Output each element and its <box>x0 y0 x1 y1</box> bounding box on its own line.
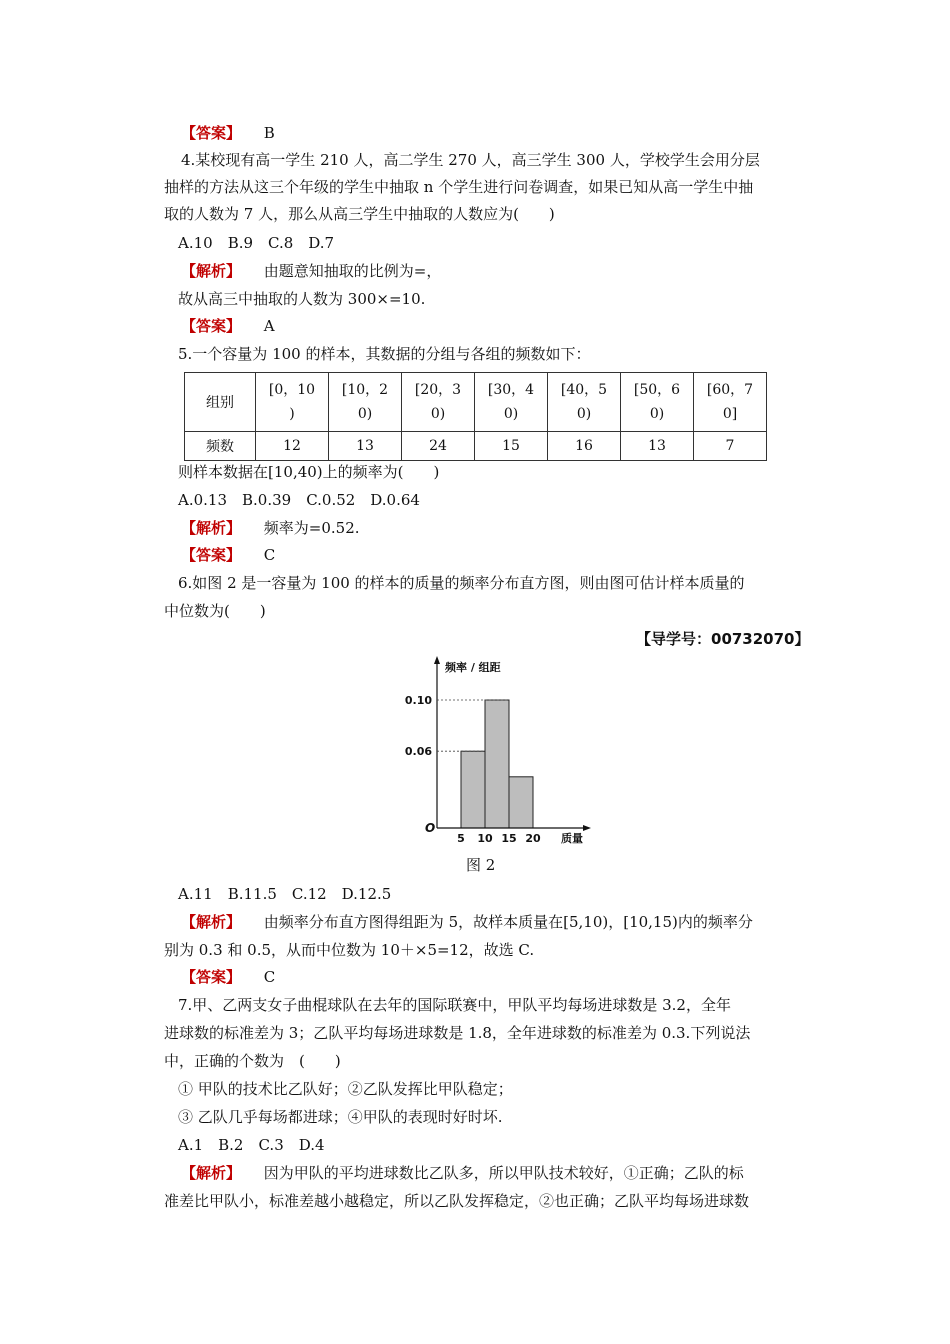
answer-value: C <box>263 546 276 564</box>
q4-analysis-2: 故从高三中抽取的人数为 300×=10. <box>178 290 426 308</box>
x-axis-label: 质量 <box>561 832 583 845</box>
q5-text-2: 则样本数据在[10,40)上的频率为( ) <box>178 463 440 481</box>
table-cell: 13 <box>621 432 694 461</box>
answer-line-q5 <box>181 545 275 565</box>
answer-tag: 【答案】 <box>181 968 242 986</box>
y-axis-arrow <box>434 656 440 664</box>
q7-options: A.1 B.2 C.3 D.4 <box>178 1136 325 1154</box>
q4-text-1: 4.某校现有高一学生 210 人，高二学生 270 人，高三学生 300 人，学校学生会用分层 <box>181 151 760 169</box>
analysis-text: 由题意知抽取的比例为=， <box>263 262 442 280</box>
table-cell: 24 <box>402 432 475 461</box>
q4-text-3: 取的人数为 7 人，那么从高三学生中抽取的人数应为( ) <box>164 205 555 223</box>
table-cell: [10，2 0) <box>329 373 402 432</box>
table-header-group: 组别 <box>185 373 256 432</box>
x-tick-label-0: 5 <box>457 832 465 845</box>
histogram-bar-2 <box>509 777 533 828</box>
q7-statement-2: ③ 乙队几乎每场都进球；④甲队的表现时好时坏. <box>178 1108 503 1126</box>
histogram-chart <box>405 656 595 846</box>
table-cell: [60，7 0] <box>694 373 767 432</box>
answer-tag: 【答案】 <box>181 546 242 564</box>
q4-options: A.10 B.9 C.8 D.7 <box>178 234 335 252</box>
table-cell: 13 <box>329 432 402 461</box>
table-cell: [30，4 0) <box>475 373 548 432</box>
answer-line-q4 <box>181 316 275 336</box>
analysis-tag: 【解析】 <box>181 262 242 280</box>
table-cell: [20，3 0) <box>402 373 475 432</box>
x-tick-label-3: 20 <box>525 832 541 845</box>
analysis-tag: 【解析】 <box>181 1164 242 1182</box>
answer-tag: 【答案】 <box>181 124 242 142</box>
y-tick-label-0: 0.06 <box>405 745 432 759</box>
table-cell: [40，5 0) <box>548 373 621 432</box>
q5-options: A.0.13 B.0.39 C.0.52 D.0.64 <box>178 491 420 509</box>
analysis-tag: 【解析】 <box>181 913 242 931</box>
q4-text-2: 抽样的方法从这三个年级的学生中抽取 n 个学生进行问卷调查，如果已知从高一学生中抽 <box>164 178 754 196</box>
answer-value: C <box>263 968 276 986</box>
x-tick-label-2: 15 <box>501 832 517 845</box>
q6-analysis-2: 别为 0.3 和 0.5，从而中位数为 10＋×5=12，故选 C. <box>164 941 535 959</box>
table-cell: 12 <box>256 432 329 461</box>
guide-number: 【导学号：00732070】 <box>636 630 810 648</box>
histogram-bar-1 <box>485 700 509 828</box>
answer-line-q6 <box>181 967 275 987</box>
q7-text-1: 7.甲、乙两支女子曲棍球队在去年的国际联赛中，甲队平均每场进球数是 3.2，全年 <box>178 996 731 1014</box>
frequency-table <box>184 372 767 461</box>
table-header-count: 频数 <box>185 432 256 461</box>
q7-statement-1: ① 甲队的技术比乙队好；②乙队发挥比甲队稳定； <box>178 1080 513 1098</box>
table-cell: [0，10 ) <box>256 373 329 432</box>
analysis-tag: 【解析】 <box>181 519 242 537</box>
q7-text-3: 中，正确的个数为 ( ) <box>164 1052 341 1070</box>
table-row <box>185 373 767 432</box>
figure-caption: 图 2 <box>466 856 496 874</box>
x-tick-label-1: 10 <box>477 832 493 845</box>
answer-tag: 【答案】 <box>181 317 242 335</box>
q7-analysis-2: 准差比甲队小，标准差越小越稳定，所以乙队发挥稳定，②也正确；乙队平均每场进球数 <box>164 1192 750 1210</box>
answer-value: A <box>263 317 275 335</box>
table-cell: 7 <box>694 432 767 461</box>
q6-options: A.11 B.11.5 C.12 D.12.5 <box>178 885 392 903</box>
q6-text-1: 6.如图 2 是一容量为 100 的样本的质量的频率分布直方图，则由图可估计样本质量的 <box>178 574 745 592</box>
q7-text-2: 进球数的标准差为 3；乙队平均每场进球数是 1.8，全年进球数的标准差为 0.3.下列说法 <box>164 1024 751 1042</box>
analysis-text: 频率为=0.52. <box>263 519 360 537</box>
analysis-text: 因为甲队的平均进球数比乙队多，所以甲队技术较好，①正确；乙队的标 <box>263 1164 744 1182</box>
analysis-text: 由频率分布直方图得组距为 5，故样本质量在[5,10)，[10,15)内的频率分 <box>263 913 753 931</box>
q7-analysis <box>181 1163 744 1183</box>
y-axis-label: 频率 / 组距 <box>445 661 501 674</box>
q5-analysis <box>181 518 360 538</box>
q4-analysis <box>181 261 441 281</box>
q6-analysis <box>181 912 753 932</box>
x-axis-arrow <box>583 825 591 831</box>
table-row <box>185 432 767 461</box>
y-tick-label-1: 0.10 <box>405 694 432 707</box>
answer-line-q3 <box>181 123 275 143</box>
answer-value: B <box>263 124 275 142</box>
table-cell: 15 <box>475 432 548 461</box>
origin-label: O <box>425 821 436 835</box>
table-cell: 16 <box>548 432 621 461</box>
table-cell: [50，6 0) <box>621 373 694 432</box>
q6-text-2: 中位数为( ) <box>164 602 266 620</box>
histogram-bar-0 <box>461 751 485 828</box>
q5-text-1: 5.一个容量为 100 的样本，其数据的分组与各组的频数如下： <box>178 345 591 363</box>
